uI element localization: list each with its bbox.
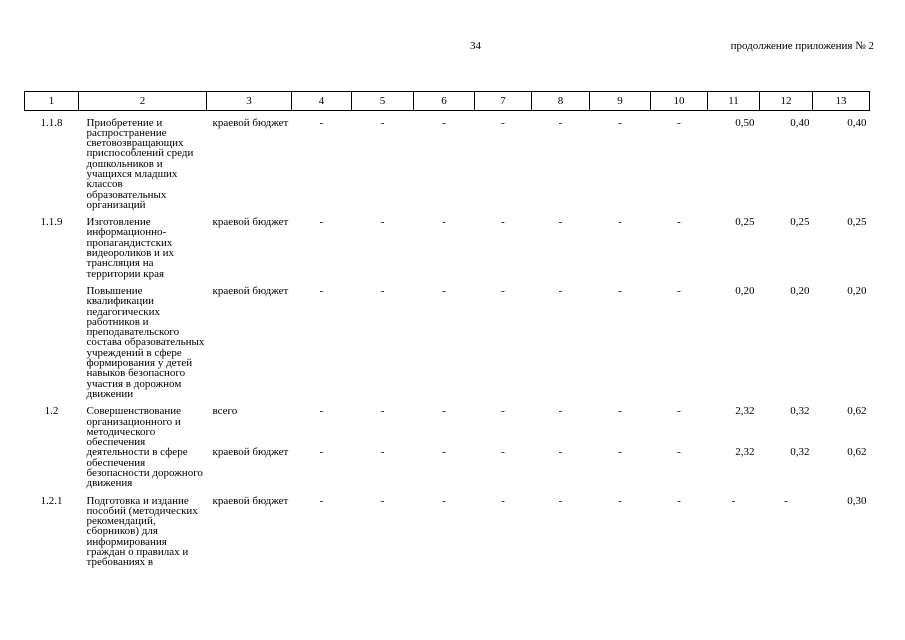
value-cell-col-7: - bbox=[501, 284, 505, 297]
value-cell-col-12: 0,20 bbox=[790, 284, 810, 297]
table-body bbox=[25, 111, 870, 575]
column-header-6: 6 bbox=[414, 92, 475, 111]
value-cell-col-9: - bbox=[618, 405, 622, 418]
row-number bbox=[25, 286, 79, 399]
value-cell-col-13: 0,40 bbox=[847, 116, 867, 129]
value-cell-col-12: 0,32 bbox=[790, 405, 810, 418]
value-cell-col-5: - bbox=[380, 405, 385, 418]
value-cell-col-8: - bbox=[558, 405, 563, 418]
value-cell-col-4: - bbox=[319, 405, 324, 418]
value-cell-col-10: - bbox=[677, 446, 681, 459]
value-cell-col-11: 0,25 bbox=[735, 216, 755, 229]
value-cell-col-12: 0,40 bbox=[790, 116, 810, 129]
value-cell-col-13: 0,25 bbox=[847, 216, 867, 229]
page-number: 34 bbox=[470, 40, 481, 52]
column-header-2: 2 bbox=[79, 92, 207, 111]
activity-name: Изготовление информационно-пропагандистских видеороликов и их трансляция на территории края bbox=[86, 216, 175, 280]
funding-source: краевой бюджет bbox=[212, 116, 289, 129]
funding-source: краевой бюджет bbox=[212, 446, 289, 459]
value-cell-col-8: - bbox=[558, 446, 563, 459]
value-cell-col-9: - bbox=[618, 446, 622, 459]
row-number: 1.1.8 bbox=[40, 116, 63, 129]
value-cell-col-5: - bbox=[380, 494, 385, 507]
value-cell-col-12: 0,25 bbox=[790, 216, 810, 229]
value-cell-col-7: - bbox=[501, 216, 505, 229]
column-header-7: 7 bbox=[475, 92, 532, 111]
value-cell-col-6: - bbox=[442, 216, 446, 229]
value-cell-col-10: - bbox=[677, 116, 681, 129]
value-cell-col-6: - bbox=[442, 405, 446, 418]
value-cell-col-7: - bbox=[501, 405, 505, 418]
value-cell-col-6: - bbox=[442, 446, 446, 459]
column-header-13: 13 bbox=[813, 92, 870, 111]
value-cell-col-11: 0,50 bbox=[735, 116, 755, 129]
activity-name: Повышение квалификации педагогических работников и преподавательского состава образовательных учреждений в сфере формирования у детей навыков безопасного участия в дорожном движении bbox=[86, 284, 205, 400]
table-row bbox=[25, 406, 870, 447]
row-number: 1.1.9 bbox=[40, 216, 63, 229]
column-header-9: 9 bbox=[590, 92, 651, 111]
column-header-11: 11 bbox=[708, 92, 760, 111]
table-row bbox=[25, 286, 870, 399]
value-cell-col-9: - bbox=[618, 494, 622, 507]
value-cell-col-6: - bbox=[442, 116, 446, 129]
value-cell-col-4: - bbox=[319, 446, 324, 459]
value-cell-col-4: - bbox=[319, 494, 324, 507]
table-row bbox=[25, 217, 870, 279]
value-cell-col-5: - bbox=[380, 116, 385, 129]
value-cell-col-5: - bbox=[380, 446, 385, 459]
column-header-10: 10 bbox=[651, 92, 708, 111]
column-header-8: 8 bbox=[532, 92, 590, 111]
column-header-4: 4 bbox=[292, 92, 352, 111]
value-cell-col-9: - bbox=[618, 116, 622, 129]
value-cell-col-10: - bbox=[677, 284, 681, 297]
funding-source: краевой бюджет bbox=[212, 284, 289, 297]
column-header-3: 3 bbox=[207, 92, 292, 111]
value-cell-col-13: 0,20 bbox=[847, 284, 867, 297]
value-cell-col-6: - bbox=[442, 284, 446, 297]
row-number: 1.2.1 bbox=[40, 494, 63, 507]
activity-name: Совершенствование организационного и методического обеспечения деятельности в сфере обеспечения безопасности дорожного движения bbox=[86, 405, 203, 490]
value-cell-col-7: - bbox=[501, 446, 505, 459]
column-header-5: 5 bbox=[352, 92, 414, 111]
value-cell-col-11: 2,32 bbox=[735, 405, 755, 418]
row-number: 1.2 bbox=[44, 405, 59, 418]
value-cell-col-12: - bbox=[784, 494, 788, 507]
value-cell-col-7: - bbox=[501, 116, 505, 129]
value-cell-col-4: - bbox=[319, 284, 324, 297]
value-cell-col-11: 0,20 bbox=[735, 284, 755, 297]
value-cell-col-13: 0,62 bbox=[847, 446, 867, 459]
value-cell-col-8: - bbox=[558, 284, 563, 297]
budget-table bbox=[24, 91, 870, 575]
value-cell-col-5: - bbox=[380, 216, 385, 229]
table-header-row bbox=[25, 92, 870, 111]
value-cell-col-10: - bbox=[677, 216, 681, 229]
value-cell-col-11: - bbox=[731, 494, 736, 507]
value-cell-col-13: 0,30 bbox=[847, 494, 867, 507]
value-cell-col-13: 0,62 bbox=[847, 405, 867, 418]
appendix-continuation-label: продолжение приложения № 2 bbox=[730, 40, 874, 52]
value-cell-col-11: 2,32 bbox=[735, 446, 755, 459]
activity-name: Подготовка и издание пособий (методических рекомендаций, сборников) для информирования граждан о правилах и требованиях в bbox=[86, 494, 198, 569]
value-cell-col-12: 0,32 bbox=[790, 446, 810, 459]
value-cell-col-4: - bbox=[319, 216, 324, 229]
value-cell-col-4: - bbox=[319, 116, 324, 129]
column-header-1: 1 bbox=[25, 92, 79, 111]
value-cell-col-8: - bbox=[558, 494, 563, 507]
funding-source: краевой бюджет bbox=[212, 216, 289, 229]
value-cell-col-8: - bbox=[558, 216, 563, 229]
value-cell-col-5: - bbox=[380, 284, 385, 297]
funding-source: краевой бюджет bbox=[212, 494, 289, 507]
table-row bbox=[25, 118, 870, 211]
value-cell-col-8: - bbox=[558, 116, 563, 129]
value-cell-col-9: - bbox=[618, 284, 622, 297]
value-cell-col-10: - bbox=[677, 405, 681, 418]
value-cell-col-6: - bbox=[442, 494, 446, 507]
funding-source: всего bbox=[212, 405, 238, 418]
value-cell-col-7: - bbox=[501, 494, 505, 507]
column-header-12: 12 bbox=[760, 92, 813, 111]
table-row bbox=[25, 496, 870, 568]
value-cell-col-10: - bbox=[677, 494, 681, 507]
value-cell-col-9: - bbox=[618, 216, 622, 229]
activity-name: Приобретение и распространение световозвращающих приспособлений среди дошкольников и учащихся младших классов образовательных организаций bbox=[86, 116, 194, 211]
